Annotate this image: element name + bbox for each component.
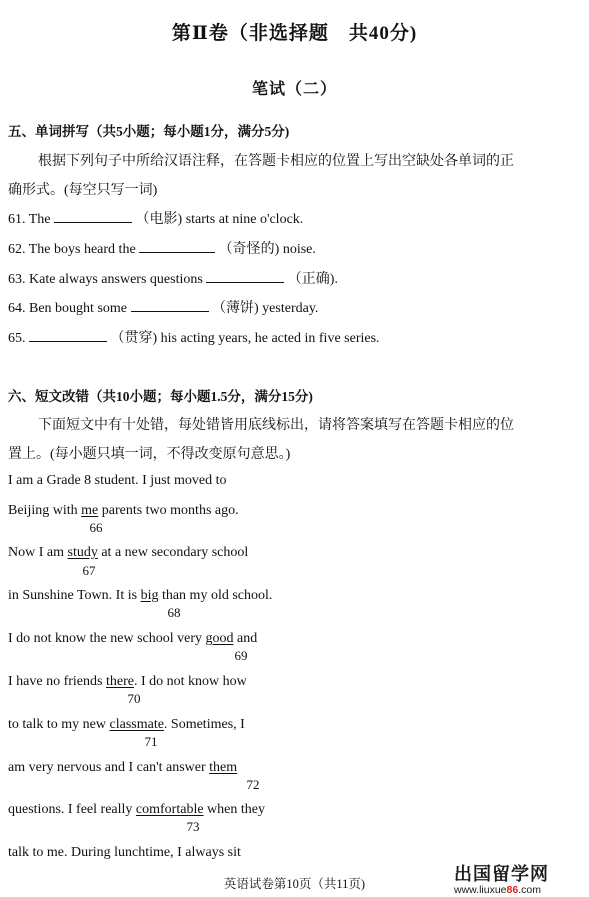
chinese-hint: （薄饼)	[212, 301, 259, 316]
question-number: 62.	[8, 242, 26, 257]
site-watermark	[454, 860, 584, 896]
passage-line	[8, 473, 227, 489]
error-number: 72	[246, 777, 260, 792]
passage-line	[8, 760, 237, 776]
question-65	[8, 327, 380, 347]
answer-blank[interactable]	[206, 270, 284, 283]
error-word: classmate	[109, 717, 164, 732]
passage-line	[8, 802, 265, 818]
error-number: 70	[127, 691, 141, 706]
part-title: 第Ⅱ卷（非选择题 共40分)	[171, 23, 418, 44]
passage-text: . I do not know how	[133, 674, 247, 689]
passage-line	[8, 845, 241, 861]
error-word: comfortable	[135, 802, 204, 817]
section5-instruction-line1: 根据下列句子中所给汉语注释，在答题卡相应的位置上写出空缺处各单词的正	[38, 154, 514, 169]
question-text-after: starts at nine o'clock.	[185, 212, 304, 227]
chinese-hint: （电影)	[135, 212, 183, 227]
question-text-after: noise.	[282, 242, 316, 257]
section6-instruction-line1: 下面短文中有十处错，每处错皆用底线标出，请将答案填写在答题卡相应的位	[38, 418, 514, 433]
error-number: 68	[167, 605, 181, 620]
passage-text: parents two months ago.	[98, 503, 239, 518]
error-word: study	[67, 545, 98, 560]
answer-blank[interactable]	[139, 240, 215, 253]
passage-line	[8, 503, 239, 519]
question-text-before: Ben bought some	[29, 301, 127, 316]
passage-text: Now I am	[8, 545, 68, 560]
section6-heading: 六、短文改错（共10小题；每小题1.5分，满分15分)	[8, 389, 313, 404]
passage-line	[8, 631, 257, 647]
passage-text: when they	[203, 802, 265, 817]
error-word: good	[205, 631, 234, 646]
passage-line	[8, 674, 247, 690]
passage-text: than my old school.	[158, 588, 273, 603]
error-number: 67	[82, 563, 96, 578]
question-number: 65.	[8, 331, 26, 346]
passage-text: . Sometimes, I	[163, 717, 245, 732]
page-footer: 英语试卷第10页（共11页)	[223, 877, 366, 891]
passage-line	[8, 545, 248, 561]
passage-text: talk to me. During lunchtime, I always sit	[8, 845, 241, 860]
passage-line	[8, 717, 245, 733]
error-number: 66	[89, 520, 103, 535]
passage-text: in Sunshine Town. It is	[8, 588, 141, 603]
question-number: 63.	[8, 272, 26, 287]
answer-blank[interactable]	[54, 210, 132, 223]
error-word: me	[81, 503, 99, 518]
passage-text: and	[233, 631, 258, 646]
error-word: there	[105, 674, 134, 689]
question-text-before: Kate always answers questions	[29, 272, 203, 287]
error-word: them	[209, 760, 238, 775]
section6-instruction-line2: 置上。(每小题只填一词，不得改变原句意思。)	[8, 447, 291, 462]
question-text-after: yesterday.	[262, 301, 319, 316]
question-62	[8, 238, 316, 258]
question-text-after: .	[334, 272, 338, 287]
question-number: 61.	[8, 212, 26, 227]
question-number: 64.	[8, 301, 26, 316]
section5-heading: 五、单词拼写（共5小题；每小题1分，满分5分)	[8, 124, 290, 139]
watermark-site-name: 出国留学网	[454, 864, 549, 885]
passage-text: at a new secondary school	[97, 545, 249, 560]
error-number: 69	[234, 648, 248, 663]
question-text-before: The boys heard the	[28, 242, 136, 257]
error-word: big	[140, 588, 159, 603]
question-64	[8, 297, 318, 317]
error-number: 71	[144, 734, 158, 749]
passage-text: I have no friends	[8, 674, 106, 689]
question-61	[8, 208, 303, 228]
error-number: 73	[186, 819, 200, 834]
passage-text: am very nervous and I can't answer	[8, 760, 210, 775]
question-text-before: The	[28, 212, 51, 227]
chinese-hint: （奇怪的)	[218, 242, 280, 257]
section-title: 笔试（二）	[251, 81, 337, 98]
passage-line	[8, 588, 272, 604]
section5-instruction-line2: 确形式。(每空只写一词)	[8, 183, 158, 198]
chinese-hint: （正确)	[287, 272, 335, 287]
answer-blank[interactable]	[131, 299, 209, 312]
passage-text: I do not know the new school very	[8, 631, 206, 646]
chinese-hint: （贯穿)	[110, 331, 158, 346]
question-63	[8, 268, 338, 288]
passage-text: I am a Grade 8 student. I just moved to	[8, 473, 227, 488]
answer-blank[interactable]	[29, 329, 107, 342]
passage-text: to talk to my new	[8, 717, 110, 732]
passage-text: Beijing with	[8, 503, 82, 518]
passage-text: questions. I feel really	[8, 802, 136, 817]
question-text-after: his acting years, he acted in five series.	[160, 331, 380, 346]
watermark-url: www.liuxue86.com	[454, 884, 541, 896]
